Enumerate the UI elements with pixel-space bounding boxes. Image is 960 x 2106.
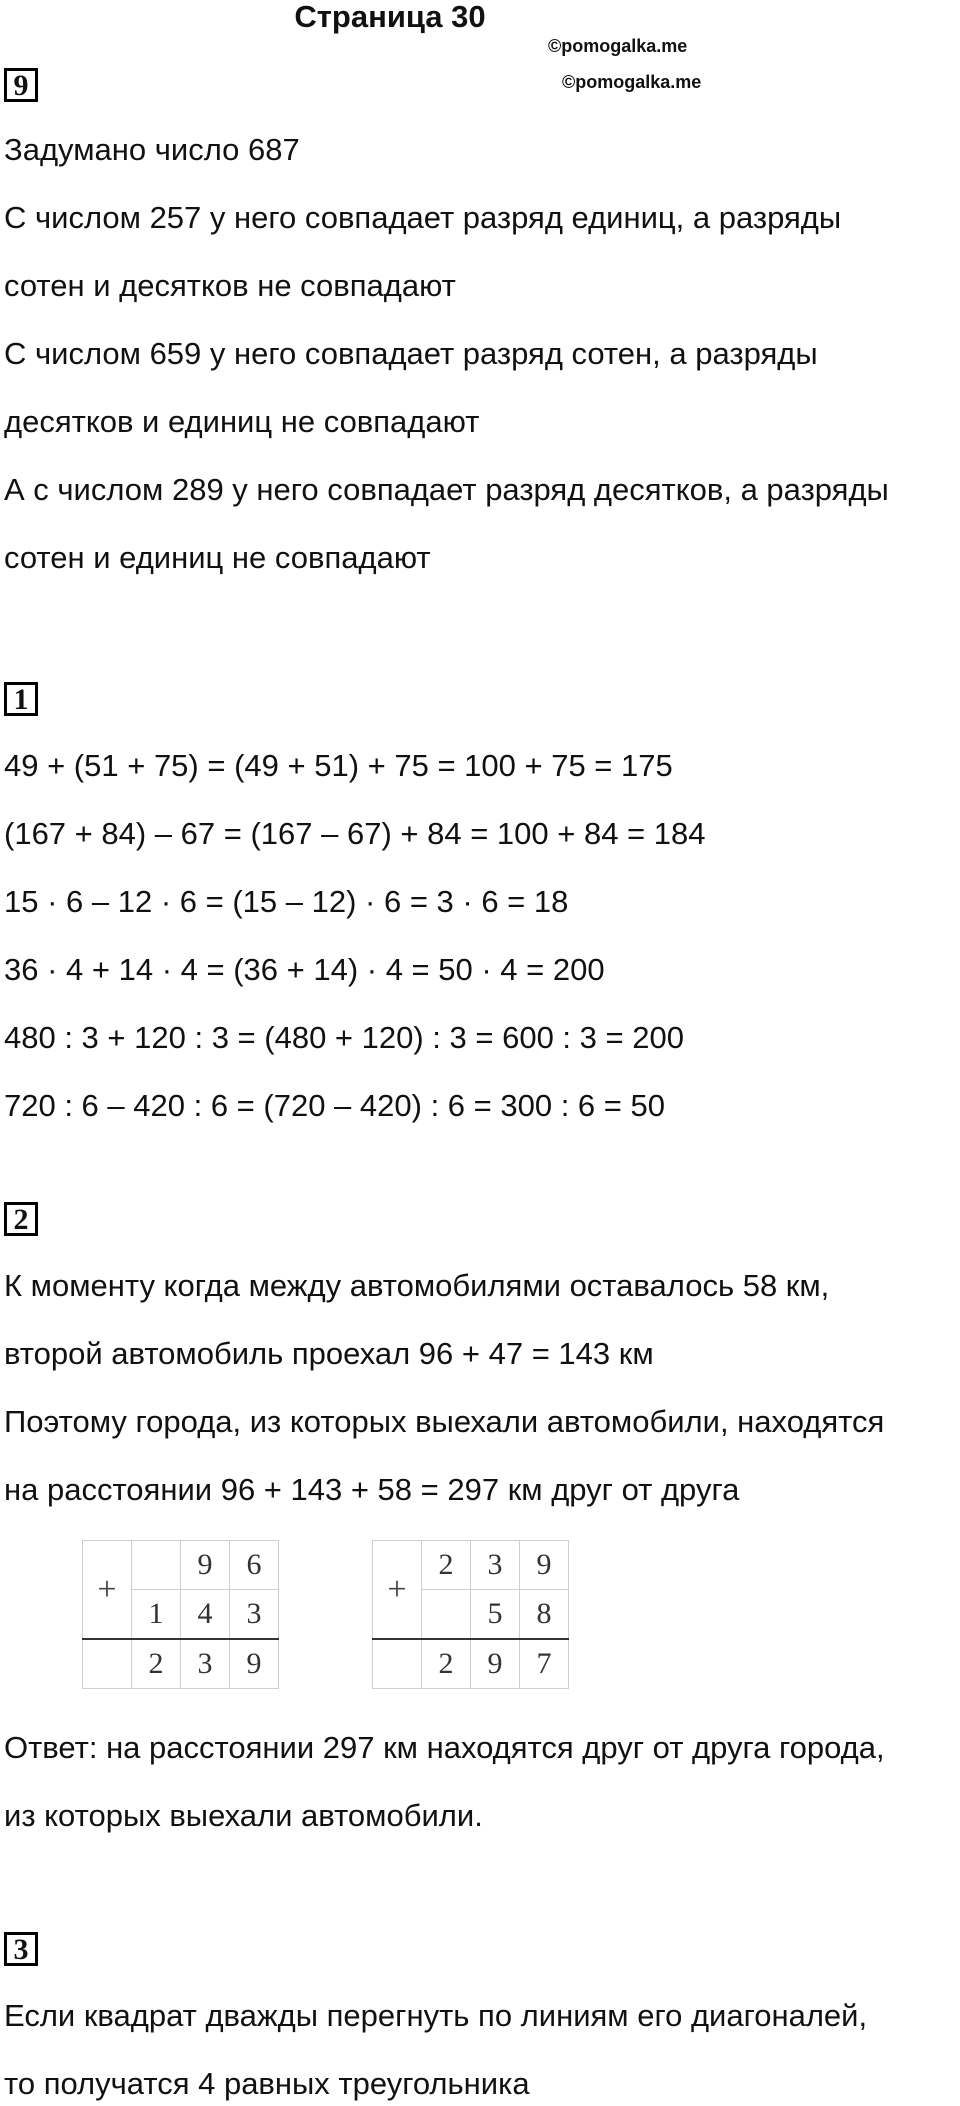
equation-line: 15 · 6 – 12 · 6 = (15 – 12) · 6 = 3 · 6 = 18 bbox=[4, 884, 569, 919]
digit-cell: 2 bbox=[422, 1639, 471, 1689]
plus-sign: + bbox=[83, 1541, 132, 1640]
text-line: на расстоянии 96 + 143 + 58 = 297 км друг от друга bbox=[4, 1472, 740, 1507]
digit-cell: 8 bbox=[520, 1590, 569, 1640]
equation-line: 720 : 6 – 420 : 6 = (720 – 420) : 6 = 300 : 6 = 50 bbox=[4, 1088, 665, 1123]
text-line: А с числом 289 у него совпадает разряд десятков, а разряды bbox=[4, 472, 889, 507]
digit-cell: 9 bbox=[520, 1541, 569, 1590]
task-number-2: 2 bbox=[4, 1202, 38, 1236]
answer-line: из которых выехали автомобили. bbox=[4, 1798, 483, 1833]
text-line: Задумано число 687 bbox=[4, 132, 300, 167]
text-line: десятков и единиц не совпадают bbox=[4, 404, 480, 439]
text-line: Если квадрат дважды перегнуть по линиям его диагоналей, bbox=[4, 1998, 868, 2033]
watermark: ©pomogalka.me bbox=[562, 72, 702, 92]
text-line: С числом 659 у него совпадает разряд сотен, а разряды bbox=[4, 336, 818, 371]
digit-cell bbox=[422, 1590, 471, 1640]
digit-cell: 5 bbox=[471, 1590, 520, 1640]
task-number-1: 1 bbox=[4, 682, 38, 716]
text-line: второй автомобиль проехал 96 + 47 = 143 км bbox=[4, 1336, 654, 1371]
digit-cell: 2 bbox=[422, 1541, 471, 1590]
digit-cell: 3 bbox=[471, 1541, 520, 1590]
digit-cell: 9 bbox=[471, 1639, 520, 1689]
digit-cell: 1 bbox=[132, 1590, 181, 1640]
digit-cell: 7 bbox=[520, 1639, 569, 1689]
equation-line: (167 + 84) – 67 = (167 – 67) + 84 = 100 + 84 = 184 bbox=[4, 816, 706, 851]
empty-cell bbox=[83, 1639, 132, 1689]
text-line: С числом 257 у него совпадает разряд единиц, а разряды bbox=[4, 200, 842, 235]
digit-cell: 4 bbox=[181, 1590, 230, 1640]
text-line: сотен и единиц не совпадают bbox=[4, 540, 431, 575]
column-addition-1 bbox=[82, 1540, 279, 1689]
plus-sign: + bbox=[373, 1541, 422, 1640]
watermark: ©pomogalka.me bbox=[548, 36, 688, 56]
equation-line: 480 : 3 + 120 : 3 = (480 + 120) : 3 = 600 : 3 = 200 bbox=[4, 1020, 684, 1055]
digit-cell: 3 bbox=[181, 1639, 230, 1689]
text-line: сотен и десятков не совпадают bbox=[4, 268, 456, 303]
text-line: К моменту когда между автомобилями оставалось 58 км, bbox=[4, 1268, 830, 1303]
page-title: Страница 30 bbox=[294, 0, 486, 34]
digit-cell: 9 bbox=[181, 1541, 230, 1590]
digit-cell: 6 bbox=[230, 1541, 279, 1590]
equation-line: 36 · 4 + 14 · 4 = (36 + 14) · 4 = 50 · 4 = 200 bbox=[4, 952, 605, 987]
column-addition-2 bbox=[372, 1540, 569, 1689]
task-number-9: 9 bbox=[4, 68, 38, 102]
digit-cell bbox=[132, 1541, 181, 1590]
equation-line: 49 + (51 + 75) = (49 + 51) + 75 = 100 + 75 = 175 bbox=[4, 748, 673, 783]
answer-line: Ответ: на расстоянии 297 км находятся друг от друга города, bbox=[4, 1730, 885, 1765]
text-line: Поэтому города, из которых выехали автомобили, находятся bbox=[4, 1404, 885, 1439]
task-number-3: 3 bbox=[4, 1932, 38, 1966]
digit-cell: 2 bbox=[132, 1639, 181, 1689]
digit-cell: 3 bbox=[230, 1590, 279, 1640]
empty-cell bbox=[373, 1639, 422, 1689]
digit-cell: 9 bbox=[230, 1639, 279, 1689]
text-line: то получатся 4 равных треугольника bbox=[4, 2066, 530, 2101]
